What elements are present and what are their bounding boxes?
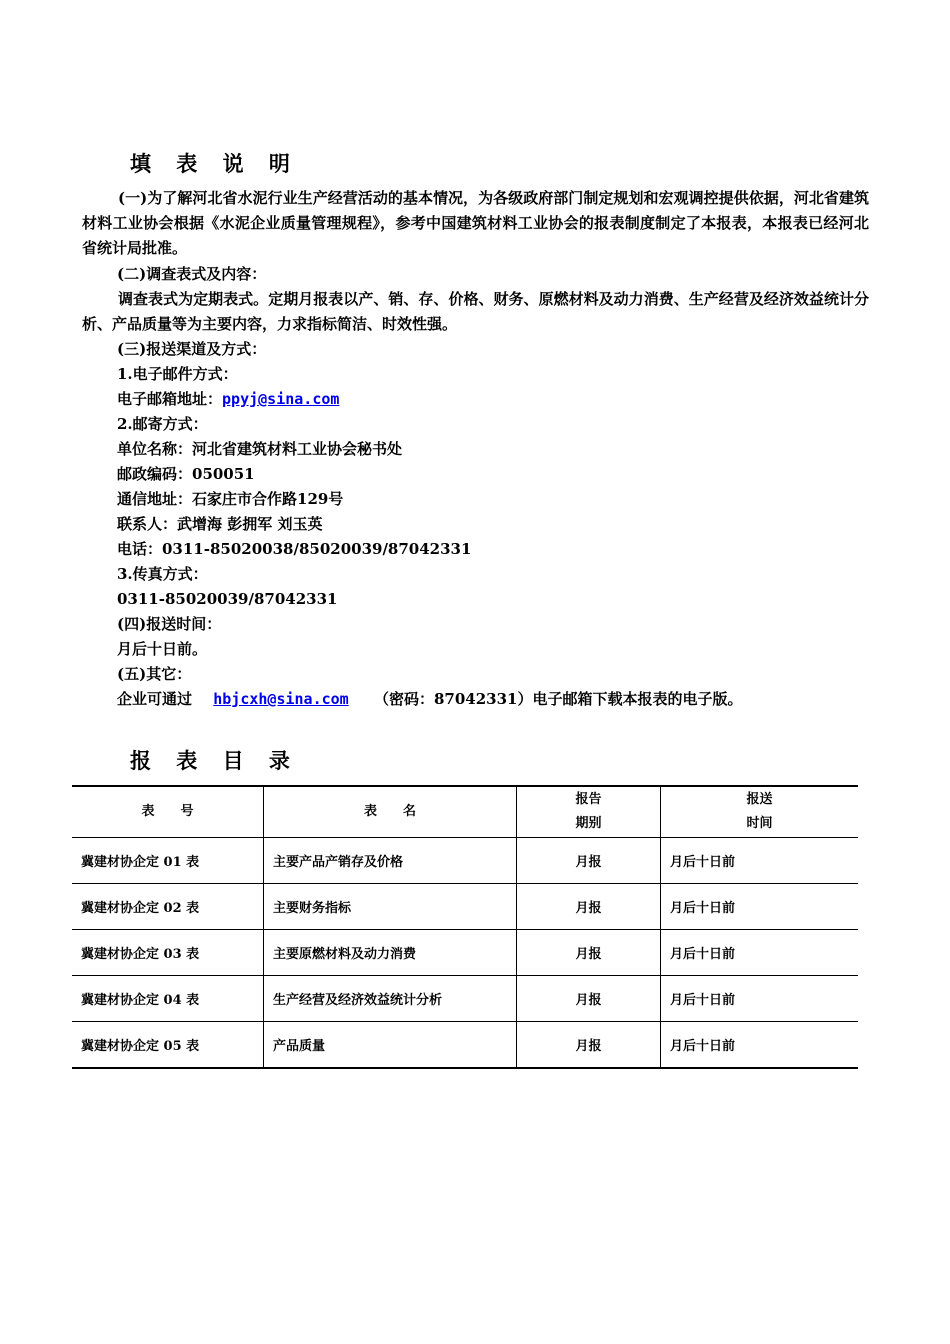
- instructions-paragraph-1: (一)为了解河北省水泥行业生产经营活动的基本情况，为各级政府部门制定规划和宏观调控提供依据，河北省建筑材料工业协会根据《水泥企业质量管理规程》，参考中国建筑材料工业协会的报表制度制定了本报表，本报表已经河北省统计局批准。: [82, 189, 869, 257]
- email-label: 电子邮箱地址：: [117, 390, 223, 408]
- submission-time-cell: 月后十日前: [661, 976, 859, 1022]
- table-row: [72, 884, 858, 930]
- report-period: 月报: [517, 838, 661, 884]
- report-period: 月报: [517, 976, 661, 1022]
- unit-name: 单位名称：河北省建筑材料工业协会秘书处: [117, 440, 403, 458]
- form-name: 生产经营及经济效益统计分析: [264, 976, 517, 1022]
- section-2-heading: (二)调查表式及内容：: [117, 265, 267, 283]
- catalog-title: 报 表 目 录: [130, 748, 299, 773]
- header-report-period-line-2: 期别: [575, 816, 602, 831]
- header-submission-time: [661, 786, 859, 838]
- table-row: [72, 930, 858, 976]
- mailing-address: 通信地址：石家庄市合作路129号: [117, 490, 344, 508]
- form-number: 冀建材协企定 02 表: [72, 884, 264, 930]
- header-submission-time-line-2: 时间: [746, 816, 773, 831]
- table-row: [72, 838, 858, 884]
- table-row: [72, 1022, 858, 1069]
- submission-time: 月后十日前。: [117, 640, 208, 658]
- header-form-name: 表 名: [264, 786, 517, 838]
- header-submission-time-line-1: 报送: [746, 792, 773, 807]
- form-name: 主要财务指标: [264, 884, 517, 930]
- form-name: 主要原燃材料及动力消费: [264, 930, 517, 976]
- instructions-paragraph-2: 调查表式为定期表式。定期月报表以产、销、存、价格、财务、原燃材料及动力消费、生产经营及经济效益统计分析、产品质量等为主要内容，力求指标简洁、时效性强。: [82, 290, 869, 333]
- download-note-suffix: （密码：87042331）电子邮箱下载本报表的电子版。: [373, 690, 743, 708]
- report-period: 月报: [517, 1022, 661, 1069]
- method-email-heading: 1.电子邮件方式：: [117, 365, 238, 383]
- form-name: 产品质量: [264, 1022, 517, 1069]
- fax-numbers: 0311-85020039/87042331: [117, 590, 338, 608]
- form-number: 冀建材协企定 05 表: [72, 1022, 264, 1069]
- submission-time-cell: 月后十日前: [661, 884, 859, 930]
- form-name: 主要产品产销存及价格: [264, 838, 517, 884]
- form-number: 冀建材协企定 04 表: [72, 976, 264, 1022]
- email-line: [117, 387, 339, 412]
- download-note: [117, 687, 742, 712]
- download-email-link[interactable]: hbjcxh@sina.com: [213, 690, 349, 708]
- email-link[interactable]: ppyj@sina.com: [222, 390, 340, 408]
- header-report-period: [517, 786, 661, 838]
- header-form-number: 表 号: [72, 786, 264, 838]
- instructions-title: 填 表 说 明: [130, 151, 299, 176]
- form-number: 冀建材协企定 01 表: [72, 838, 264, 884]
- submission-time-cell: 月后十日前: [661, 930, 859, 976]
- postcode: 邮政编码：050051: [117, 465, 255, 483]
- submission-time-cell: 月后十日前: [661, 838, 859, 884]
- form-number: 冀建材协企定 03 表: [72, 930, 264, 976]
- report-period: 月报: [517, 930, 661, 976]
- table-row: [72, 976, 858, 1022]
- catalog-header-row: [72, 786, 858, 838]
- method-fax-heading: 3.传真方式：: [117, 565, 208, 583]
- contact-persons: 联系人：武增海 彭拥军 刘玉英: [117, 515, 323, 533]
- phone-numbers: 电话：0311-85020038/85020039/87042331: [117, 540, 472, 558]
- method-mail-heading: 2.邮寄方式：: [117, 415, 208, 433]
- section-4-heading: (四)报送时间：: [117, 615, 222, 633]
- header-report-period-line-1: 报告: [575, 792, 602, 807]
- section-5-heading: (五)其它：: [117, 665, 192, 683]
- report-period: 月报: [517, 884, 661, 930]
- catalog-table: [72, 785, 858, 1069]
- download-note-prefix: 企业可通过: [117, 690, 193, 708]
- section-3-heading: (三)报送渠道及方式：: [117, 340, 267, 358]
- submission-time-cell: 月后十日前: [661, 1022, 859, 1069]
